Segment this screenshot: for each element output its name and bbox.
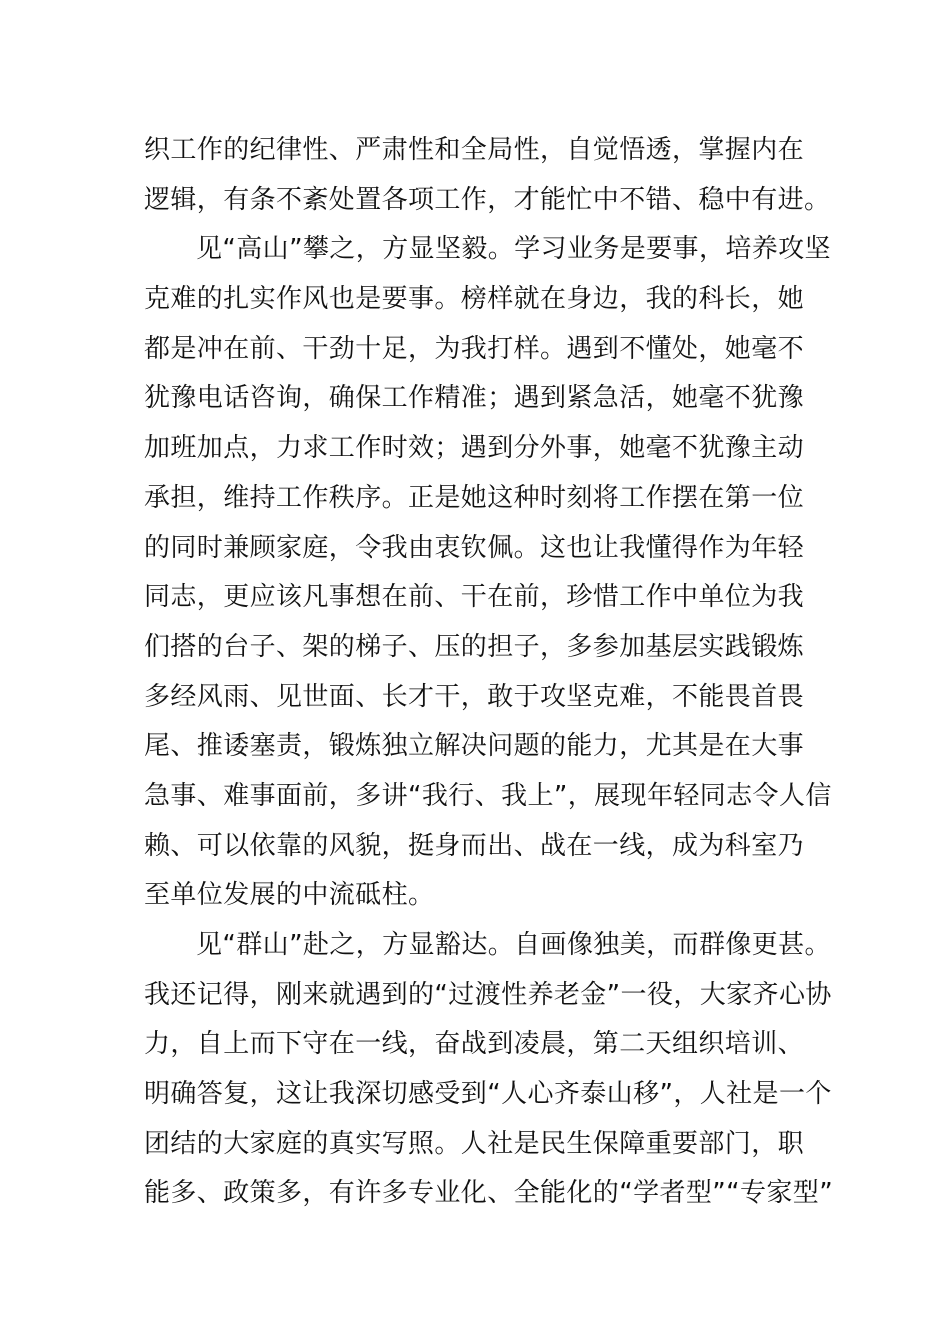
text-line: 至单位发展的中流砥柱。 [144,880,435,911]
text-line: 们搭的台子、架的梯子、压的担子，多参加基层实践锻炼 [144,631,805,662]
text-line: 尾、推诿塞责，锻炼独立解决问题的能力，尤其是在大事 [144,731,805,762]
text-line: 都是冲在前、干劲十足，为我打样。遇到不懂处，她毫不 [144,333,805,364]
text-line: 明确答复，这让我深切感受到“人心齐泰山移”，人社是一个 [144,1079,832,1110]
text-line: 力，自上而下守在一线，奋战到凌晨，第二天组织培训、 [144,1029,805,1060]
text-line: 织工作的纪律性、严肃性和全局性，自觉悟透，掌握内在 [144,135,805,165]
text-line: 我还记得，刚来就遇到的“过渡性养老金”一役，大家齐心协 [144,979,832,1010]
text-line: 克难的扎实作风也是要事。榜样就在身边，我的科长，她 [144,284,805,315]
body-text [144,126,834,1219]
text-line: 犹豫电话咨询，确保工作精准；遇到紧急活，她毫不犹豫 [144,383,805,414]
text-line: 赖、可以依靠的风貌，挺身而出、战在一线，成为科室乃 [144,830,805,861]
paragraph-first-line: 见“高山”攀之，方显坚毅。学习业务是要事，培养攻坚 [196,234,831,265]
text-line: 多经风雨、见世面、长才干，敢于攻坚克难，不能畏首畏 [144,681,805,712]
text-line: 逻辑，有条不紊处置各项工作，才能忙中不错、稳中有进。 [144,184,831,215]
text-line: 承担，维持工作秩序。正是她这种时刻将工作摆在第一位 [144,482,805,513]
text-line: 急事、难事面前，多讲“我行、我上”，展现年轻同志令人信 [144,780,832,811]
text-line: 能多、政策多，有许多专业化、全能化的“学者型”“专家型” [144,1178,834,1209]
text-line: 团结的大家庭的真实写照。人社是民生保障重要部门，职 [144,1128,805,1159]
paragraph-first-line: 见“群山”赴之，方显豁达。自画像独美，而群像更甚。 [196,930,831,960]
text-line: 同志，更应该凡事想在前、干在前，珍惜工作中单位为我 [144,582,805,613]
text-line: 加班加点，力求工作时效；遇到分外事，她毫不犹豫主动 [144,433,805,464]
text-line: 的同时兼顾家庭，令我由衷钦佩。这也让我懂得作为年轻 [144,532,805,563]
